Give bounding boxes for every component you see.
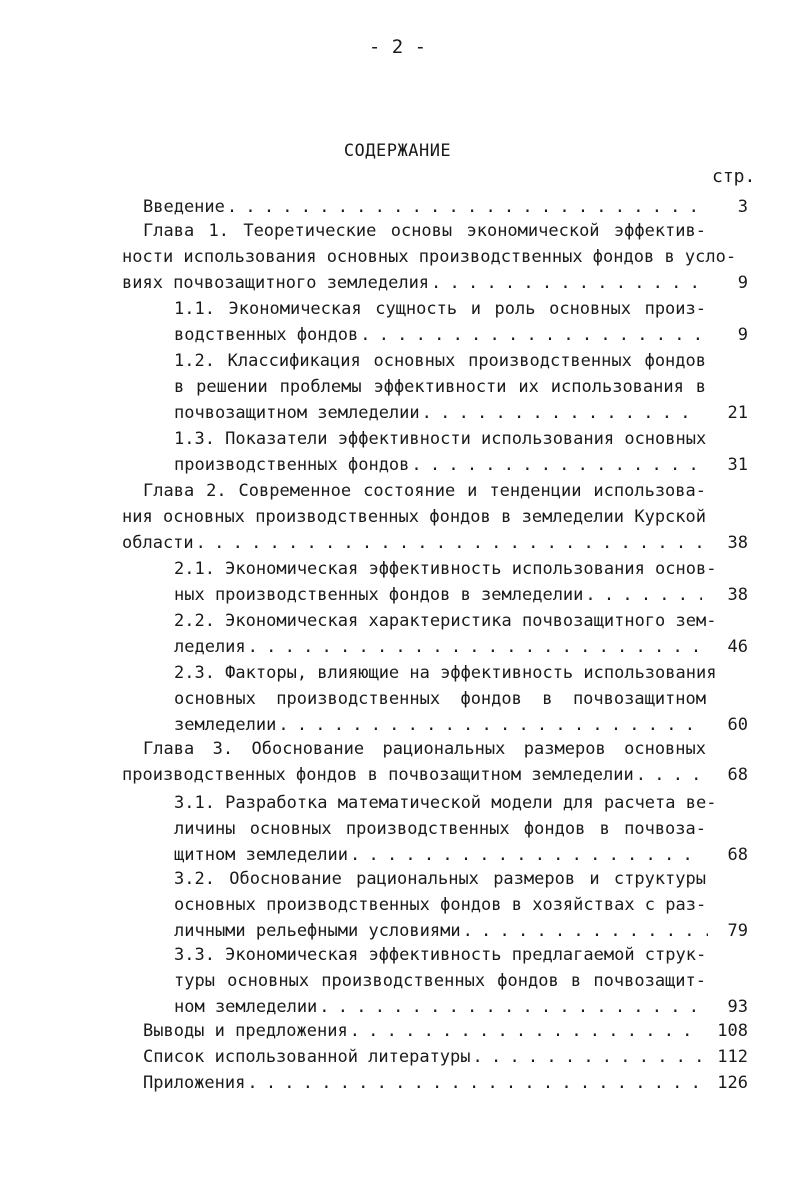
toc-entry-text: производственных фондов в почвозащитном земледелии xyxy=(122,765,634,785)
toc-entry-text: 1.3. Показатели эффективности использования основных xyxy=(174,429,707,449)
toc-entry-text: Приложения xyxy=(143,1073,246,1093)
dot-leader xyxy=(247,1070,702,1096)
toc-entry-line xyxy=(122,244,737,270)
toc-entry-text: в решении проблемы эффективности их использования в xyxy=(174,377,706,397)
dot-leader xyxy=(248,634,702,660)
toc-entry-text: личными рельефными условиями xyxy=(174,921,461,941)
toc-entry-line xyxy=(143,218,706,244)
toc-entry-text: основных производственных фондов в почвозащитном xyxy=(174,689,706,709)
toc-entry-text: Введение xyxy=(143,197,225,217)
toc-entry-text: 2.3. Факторы, влияющие на эффективность использования xyxy=(174,663,717,683)
toc-entry-line xyxy=(122,530,702,556)
toc-page-number: 79 xyxy=(727,921,748,941)
toc-entry-line xyxy=(143,478,706,504)
toc-entry-text: щитном земледелии xyxy=(174,845,348,865)
toc-entry-text: производственных фондов xyxy=(174,455,410,475)
toc-entry-line xyxy=(174,968,706,994)
toc-entry-line xyxy=(174,608,717,634)
toc-entry-line xyxy=(174,866,706,892)
toc-entry-line xyxy=(174,348,706,374)
toc-entry-text: Список использованной литературы xyxy=(143,1047,471,1067)
dot-leader xyxy=(636,762,712,788)
dot-leader xyxy=(585,582,702,608)
toc-entry-text: ности использования основных производственных фондов в усло- xyxy=(122,247,737,267)
toc-page-number: 3 xyxy=(737,197,748,217)
toc-entry-text: виях почвозащитного земледелия xyxy=(122,273,430,293)
toc-entry-line xyxy=(174,842,702,868)
toc-page-number: 68 xyxy=(727,845,748,865)
toc-page-number: 21 xyxy=(727,403,748,423)
toc-entry-line xyxy=(143,1018,702,1044)
dot-leader xyxy=(411,452,702,478)
toc-page-number: 38 xyxy=(727,585,748,605)
toc-entry-text: основных производственных фондов в хозяйствах с раз- xyxy=(174,895,707,915)
toc-entry-line xyxy=(174,452,702,478)
toc-entry-line xyxy=(174,322,702,348)
dot-leader xyxy=(422,400,702,426)
toc-entry-line xyxy=(174,400,702,426)
toc-page-number: 9 xyxy=(737,273,748,293)
page-number: - 2 - xyxy=(368,36,427,58)
toc-entry-line xyxy=(122,270,702,296)
toc-entry-line xyxy=(174,426,706,452)
toc-entry-line xyxy=(174,296,706,322)
toc-entry-line xyxy=(174,582,702,608)
toc-entry-text: почвозащитном земледелии xyxy=(174,403,420,423)
dot-leader xyxy=(463,918,708,944)
toc-entry-line xyxy=(174,556,717,582)
toc-entry-text: 3.1. Разработка математической модели для расчета ве- xyxy=(174,793,717,813)
toc-entry-text: леделия xyxy=(174,637,246,657)
toc-entry-text: области xyxy=(122,533,194,553)
dot-leader xyxy=(196,530,702,556)
page-column-label: стр. xyxy=(712,166,756,187)
toc-entry-line xyxy=(174,918,708,944)
dot-leader xyxy=(431,270,702,296)
dot-leader xyxy=(227,194,702,220)
dot-leader xyxy=(473,1044,702,1070)
toc-entry-line xyxy=(174,790,717,816)
dot-leader xyxy=(350,1018,702,1044)
toc-entry-line xyxy=(174,712,702,738)
toc-entry-text: земледелии xyxy=(174,715,277,735)
toc-entry-line xyxy=(174,374,706,400)
toc-entry-text: 2.1. Экономическая эффективность использования основ- xyxy=(174,559,717,579)
toc-entry-text: 1.1. Экономическая сущность и роль основных произ- xyxy=(174,299,706,319)
toc-entry-line xyxy=(143,1044,702,1070)
toc-page-number: 60 xyxy=(727,715,748,735)
dot-leader xyxy=(278,712,702,738)
toc-entry-line xyxy=(174,686,706,712)
toc-page-number: 31 xyxy=(727,455,748,475)
toc-entry-line xyxy=(122,504,706,530)
toc-page-number: 68 xyxy=(727,765,748,785)
toc-entry-text: туры основных производственных фондов в почвозащит- xyxy=(174,971,706,991)
toc-entry-line xyxy=(174,816,706,842)
toc-entry-text: 3.2. Обоснование рациональных размеров и структуры xyxy=(174,869,706,889)
toc-entry-text: личины основных производственных фондов в почвоза- xyxy=(174,819,706,839)
toc-page-number: 38 xyxy=(727,533,748,553)
dot-leader xyxy=(360,322,702,348)
toc-page-number: 108 xyxy=(717,1021,748,1041)
toc-entry-text: ния основных производственных фондов в земледелии Курской xyxy=(122,507,706,527)
toc-entry-line xyxy=(174,942,706,968)
toc-entry-text: Выводы и предложения xyxy=(143,1021,348,1041)
toc-entry-text: 2.2. Экономическая характеристика почвозащитного зем- xyxy=(174,611,717,631)
toc-entry-line xyxy=(143,736,706,762)
toc-page-number: 126 xyxy=(717,1073,748,1093)
toc-entry-line xyxy=(122,762,712,788)
toc-entry-line xyxy=(174,892,706,918)
toc-entry-text: Глава 2. Современное состояние и тенденции использова- xyxy=(143,481,706,501)
toc-entry-text: Глава 3. Обоснование рациональных размеров основных xyxy=(143,739,706,759)
toc-entry-line xyxy=(174,994,702,1020)
dot-leader xyxy=(350,842,702,868)
toc-entry-text: ном земледелии xyxy=(174,997,318,1017)
toc-page-number: 93 xyxy=(727,997,748,1017)
toc-entry-line xyxy=(143,1070,702,1096)
toc-entry-text: 1.2. Классификация основных производственных фондов xyxy=(174,351,706,371)
toc-entry-line xyxy=(143,194,702,220)
toc-page-number: 112 xyxy=(717,1047,748,1067)
toc-entry-line xyxy=(174,660,717,686)
toc-entry-text: Глава 1. Теоретические основы экономической эффектив- xyxy=(143,221,706,241)
toc-entry-text: ных производственных фондов в земледелии xyxy=(174,585,584,605)
toc-page-number: 46 xyxy=(727,637,748,657)
dot-leader xyxy=(319,994,702,1020)
toc-entry-line xyxy=(174,634,702,660)
toc-page-number: 9 xyxy=(737,325,748,345)
toc-title: СОДЕРЖАНИЕ xyxy=(343,141,452,161)
toc-entry-text: 3.3. Экономическая эффективность предлагаемой струк- xyxy=(174,945,707,965)
toc-entry-text: водственных фондов xyxy=(174,325,359,345)
